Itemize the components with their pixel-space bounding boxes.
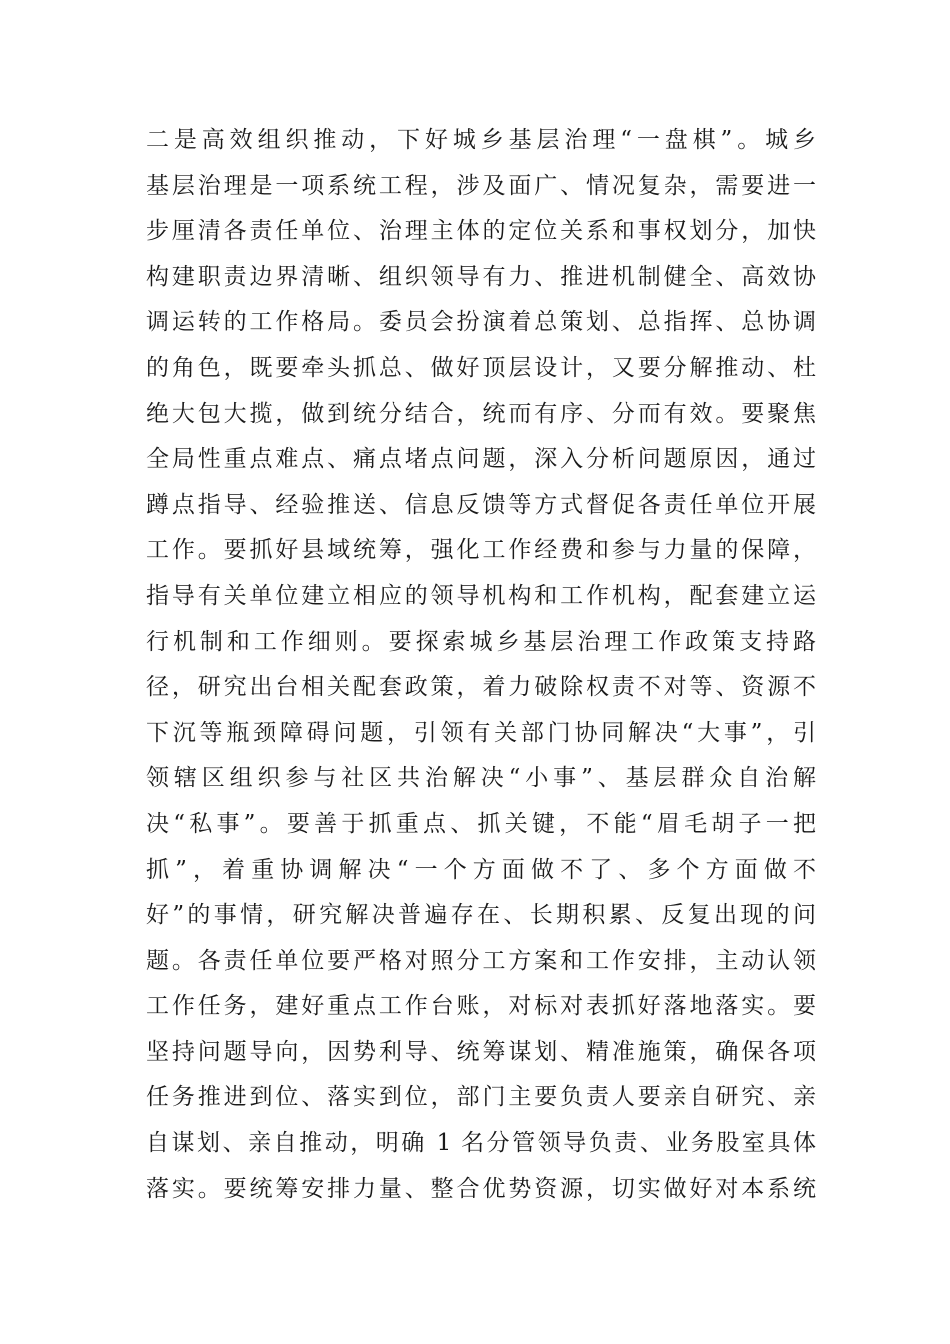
text-line: 行机制和工作细则。要探索城乡基层治理工作政策支持路 — [146, 628, 816, 655]
text-line: 径，研究出台相关配套政策，着力破除权责不对等、资源不 — [146, 674, 816, 701]
text-line: 指导有关单位建立相应的领导机构和工作机构，配套建立运 — [146, 582, 816, 609]
text-line: 坚持问题导向，因势利导、统筹谋划、精准施策，确保各项 — [146, 1038, 816, 1065]
text-line: 的角色，既要牵头抓总、做好顶层设计，又要分解推动、杜 — [146, 354, 816, 381]
text-line: 全局性重点难点、痛点堵点问题，深入分析问题原因，通过 — [146, 446, 816, 473]
body-paragraph — [146, 118, 816, 1212]
text-line: 绝大包大揽，做到统分结合，统而有序、分而有效。要聚焦 — [146, 400, 816, 427]
text-line: 任务推进到位、落实到位，部门主要负责人要亲自研究、亲 — [146, 1084, 816, 1111]
text-line: 好”的事情，研究解决普遍存在、长期积累、反复出现的问 — [146, 902, 816, 929]
text-line: 蹲点指导、经验推送、信息反馈等方式督促各责任单位开展 — [146, 491, 816, 518]
text-line: 工作。要抓好县域统筹，强化工作经费和参与力量的保障， — [146, 537, 816, 564]
text-line: 落实。要统筹安排力量、整合优势资源，切实做好对本系统 — [146, 1175, 816, 1202]
text-line: 领辖区组织参与社区共治解决“小事”、基层群众自治解 — [146, 765, 816, 792]
text-line: 步厘清各责任单位、治理主体的定位关系和事权划分，加快 — [146, 218, 816, 245]
text-line: 抓”，着重协调解决“一个方面做不了、多个方面做不 — [146, 856, 816, 883]
text-line: 二是高效组织推动，下好城乡基层治理“一盘棋”。城乡 — [146, 127, 816, 153]
text-line: 自谋划、亲自推动，明确 1 名分管领导负责、业务股室具体 — [146, 1130, 816, 1157]
text-line: 下沉等瓶颈障碍问题，引领有关部门协同解决“大事”，引 — [146, 719, 816, 746]
text-line: 构建职责边界清晰、组织领导有力、推进机制健全、高效协 — [146, 263, 816, 290]
text-line: 题。各责任单位要严格对照分工方案和工作安排，主动认领 — [146, 947, 816, 974]
text-line: 调运转的工作格局。委员会扮演着总策划、总指挥、总协调 — [146, 309, 816, 336]
text-line: 决“私事”。要善于抓重点、抓关键，不能“眉毛胡子一把 — [146, 810, 816, 837]
text-line: 工作任务，建好重点工作台账，对标对表抓好落地落实。要 — [146, 993, 816, 1020]
text-line: 基层治理是一项系统工程，涉及面广、情况复杂，需要进一 — [146, 172, 816, 199]
